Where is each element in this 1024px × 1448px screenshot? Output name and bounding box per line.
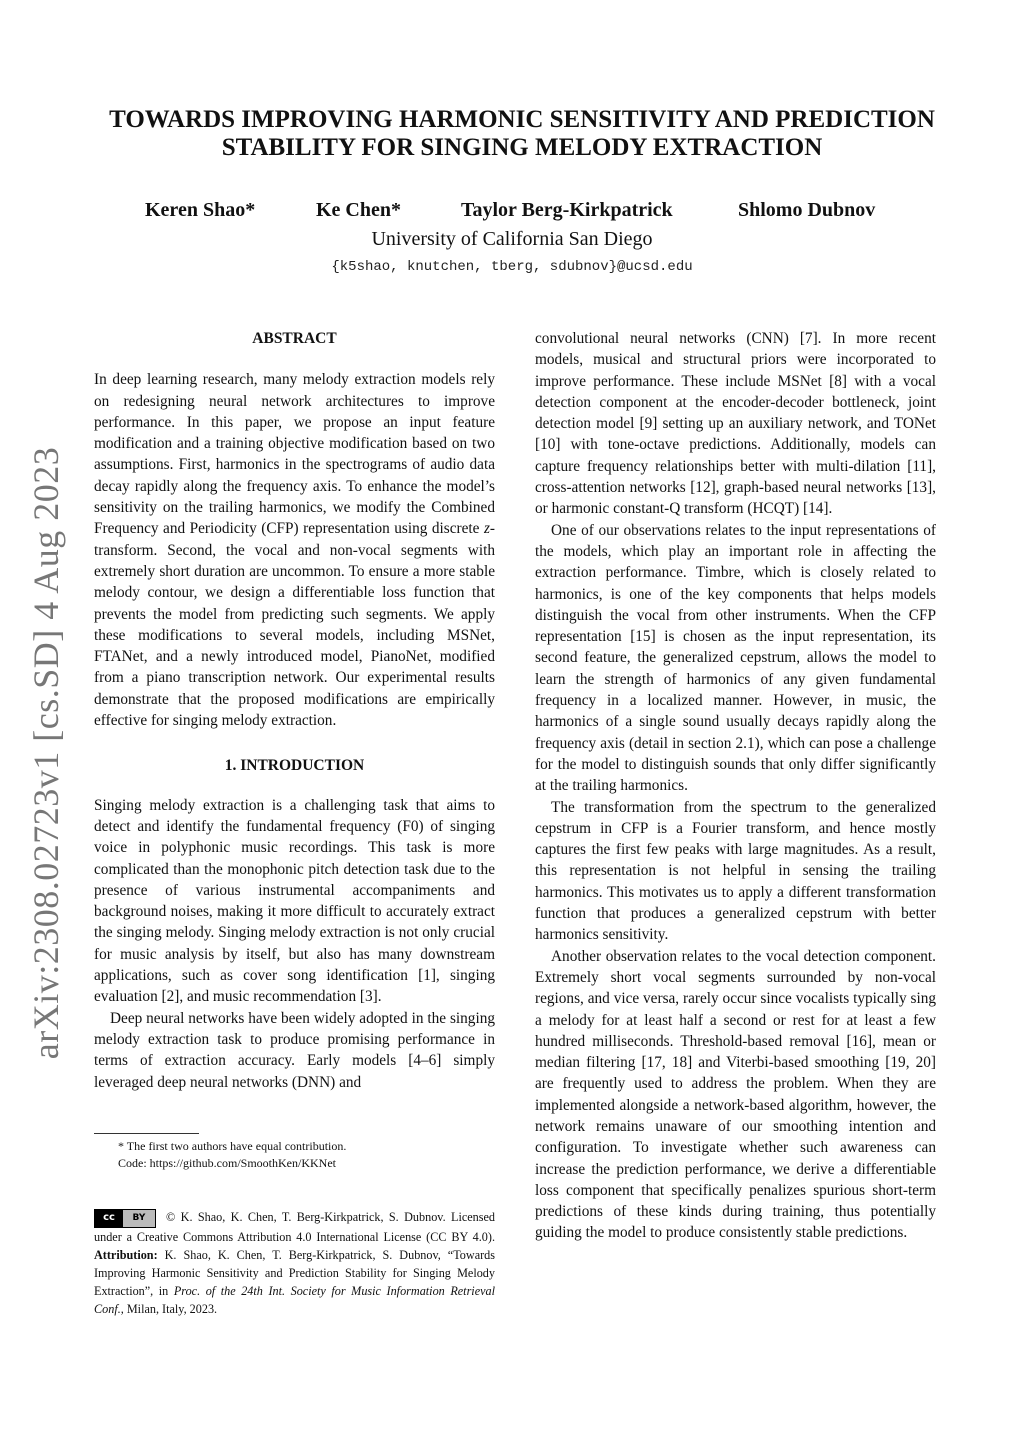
title-line-2: STABILITY FOR SINGING MELODY EXTRACTION: [221, 134, 823, 161]
paper-title: [80, 106, 964, 162]
title-line-1: TOWARDS IMPROVING HARMONIC SENSITIVITY AND PREDICTION: [109, 106, 935, 133]
right-paragraph-2: One of our observations relates to the input representations of the models, which play an important role in affecting the extraction performance. Timbre, which is closely related to harmonics, is one of the key components that helps models distinguish the vocal from other instruments. When the CFP representation [15] is chosen as the input representation, its second feature, the generalized cepstrum, allows the model to learn the strength of harmonics of any given fundamental frequency in a localized manner. However, in music, the harmonics of a single sound usually decays rapidly along the frequency axis (detail in section 2.1), which can pose a challenge for the model to distinguish sounds that only differ significantly at the trailing harmonics.: [535, 521, 936, 795]
by-icon: BY: [123, 1210, 155, 1227]
introduction-heading: 1. INTRODUCTION: [224, 757, 365, 775]
cc-by-badge-icon[interactable]: [94, 1209, 156, 1228]
right-paragraph-3: The transformation from the spectrum to the generalized cepstrum in CFP is a Fourier transform, and hence mostly captures the first few peaks with large magnitudes. As a result, this representation is not helpful in sensing the trailing harmonics. This motivates us to apply a different transformation function that produces a generalized cepstrum with better harmonics sensitivity.: [535, 798, 936, 944]
author-1: Keren Shao*: [145, 199, 256, 221]
intro-paragraph-2: Deep neural networks have been widely adopted in the singing melody extraction task to produce promising performance in terms of extraction accuracy. Early models [4–6] simply leveraged deep neural networks (DNN) and: [94, 1009, 495, 1091]
z-variable: z: [483, 520, 490, 538]
right-column: [535, 328, 936, 1244]
author-3: Taylor Berg-Kirkpatrick: [461, 199, 673, 221]
author-emails: {k5shao, knutchen, tberg, sdubnov}@ucsd.edu: [331, 259, 693, 275]
arxiv-stamp: [22, 446, 70, 1059]
footnote-equal-contribution: * The first two authors have equal contribution.: [118, 1139, 347, 1153]
right-paragraph-1: convolutional neural networks (CNN) [7]. In more recent models, musical and structural priors were incorporated to improve performance. These include MSNet [8] with a vocal detection component at the encoder-decoder bottleneck, joint detection model [9] setting up an auxiliary network, and TONet [10] with tone-octave predictions. Additionally, models can capture frequency relationships better with multi-dilation [11], cross-attention networks [12], graph-based neural networks [13], or harmonic constant-Q transform (HCQT) [14].: [535, 330, 936, 518]
left-column: [94, 328, 495, 1093]
venue-name: Proc. of the 24th Int. Society for Music Information Retrieval Conf.,: [94, 1283, 495, 1316]
footnote-rule: [94, 1133, 199, 1134]
author-list: [0, 199, 1024, 225]
attribution-label: Attribution:: [94, 1247, 158, 1262]
author-2: Ke Chen*: [316, 199, 401, 221]
abstract-heading: ABSTRACT: [252, 330, 337, 347]
abstract-text: In deep learning research, many melody extraction models rely on redesigning neural network architectures to improve performance. In this paper, we propose an input feature modification and a training objective modification based on two assumptions. First, harmonics in the spectrograms of audio data decay rapidly along the frequency axis. To enhance the model’s sensitivity on the trailing harmonics, we modify the Combined Frequency and Periodicity (CFP) representation using discrete z-transform. Second, the vocal and non-vocal segments with extremely short duration are uncommon. To ensure a more stable melody contour, we design a differentiable loss function that prevents the model from predicting such segments. We apply these modifications to several models, including MSNet, FTANet, and a newly introduced model, PianoNet, modified from a piano transcription network. Our experimental results demonstrate that the proposed modifications are empirically effective for singing melody extraction.: [94, 371, 495, 730]
author-4: Shlomo Dubnov: [738, 199, 876, 221]
cc-icon: cc: [95, 1210, 123, 1227]
footnote: [94, 1138, 495, 1172]
arxiv-stamp-text: arXiv:2308.02723v1 [cs.SD] 4 Aug 2023: [26, 446, 66, 1059]
footnote-code-link[interactable]: Code: https://github.com/SmoothKen/KKNet: [118, 1156, 336, 1170]
right-paragraph-4: Another observation relates to the vocal detection component. Extremely short vocal segments surrounded by non-vocal regions, and vice versa, rarely occur since vocalists typically sing a melody for at least half a second or rest for at least a few hundred milliseconds. Threshold-based removal [16], mean or median filtering [17, 18] and Viterbi-based smoothing [19, 20] are frequently used to address the problem. When they are implemented alongside a network-based algorithm, however, the network remains unaware of our smoothing intention and configuration. To investigate whether such awareness can increase the prediction performance, we derive a differentiable loss component that specifically penalizes spurious short-term predictions of these kinds during training, thus potentially guiding the model to produce consistently stable predictions.: [535, 947, 936, 1242]
intro-paragraph-1: Singing melody extraction is a challenging task that aims to detect and identify the fundamental frequency (F0) of singing voice in polyphonic music recordings. This task is more complicated than the monophonic pitch detection task due to the presence of various instrumental accompaniments and background noises, making it more difficult to accurately extract the singing melody. Singing melody extraction is not only crucial for music analysis by itself, but also has many downstream applications, such as cover song identification [1], singing evaluation [2], and music recommendation [3].: [94, 796, 495, 1006]
license-block: cc BY © K. Shao, K. Chen, T. Berg-Kirkpatrick, S. Dubnov. Licensed under a Creative Commons Attribution 4.0 International License (CC BY 4.0). Attribution: K. Shao, K. Chen, T. Berg-Kirkpatrick, S. Dubnov, “Towards Improving Harmonic Sensitivity and Prediction Stability for Singing Melody Extraction”, in Proc. of the 24th Int. Society for Music Information Retrieval Conf., Milan, Italy, 2023.: [94, 1210, 495, 1316]
affiliation: University of California San Diego: [371, 228, 653, 250]
